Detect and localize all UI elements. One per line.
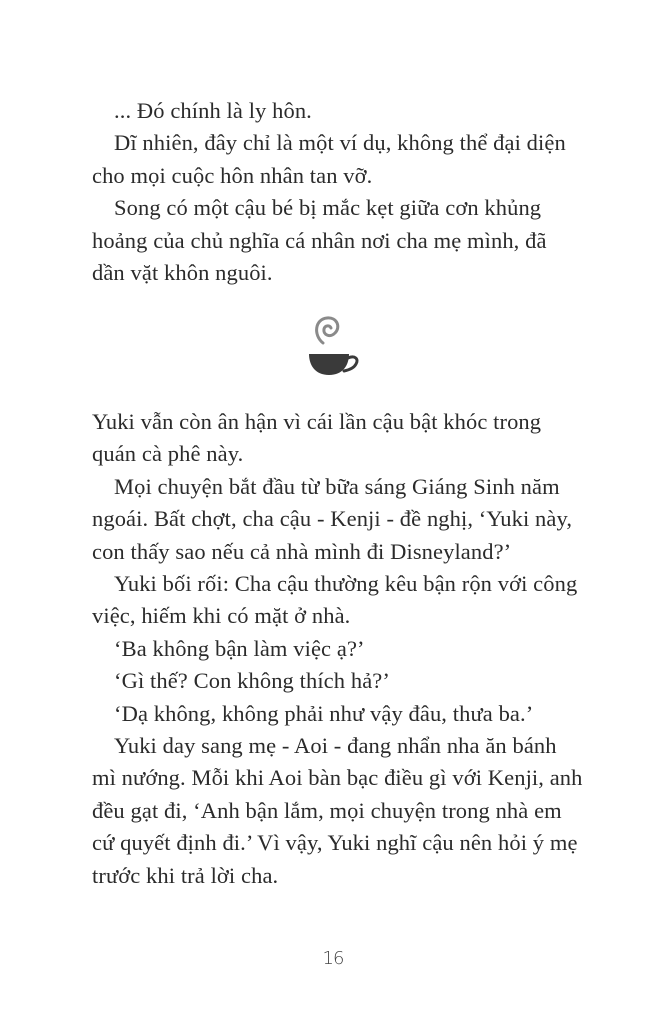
text-line: đều gạt đi, ‘Anh bận lắm, mọi chuyện trong nhà em <box>92 797 562 823</box>
text-line: ‘Ba không bận làm việc ạ?’ <box>114 635 365 661</box>
text-line: Mọi chuyện bắt đầu từ bữa sáng Giáng Sinh năm <box>114 473 560 499</box>
text-line: cho mọi cuộc hôn nhân tan vỡ. <box>92 162 373 188</box>
text-line: Yuki day sang mẹ - Aoi - đang nhẩn nha ăn bánh <box>114 733 557 759</box>
text-line: mì nướng. Mỗi khi Aoi bàn bạc điều gì với Kenji, anh <box>92 765 583 791</box>
text-section-before-break <box>92 95 584 289</box>
text-line: ... Đó chính là ly hôn. <box>114 98 312 123</box>
text-line: dần vặt khôn nguôi. <box>92 260 273 286</box>
text-line: ngoái. Bất chợt, cha cậu - Kenji - đề nghị, ‘Yuki này, <box>92 506 573 532</box>
text-line: cứ quyết định đi.’ Vì vậy, Yuki nghĩ cậu nên hỏi ý mẹ <box>92 830 578 856</box>
text-line: Yuki bối rối: Cha cậu thường kêu bận rộn với công <box>114 571 578 597</box>
text-line: trước khi trả lời cha. <box>92 862 279 888</box>
text-line: ‘Dạ không, không phải như vậy đâu, thưa ba.’ <box>114 700 534 726</box>
page-number: 16 <box>322 948 344 969</box>
text-line: hoảng của chủ nghĩa cá nhân nơi cha mẹ mình, đã <box>92 227 547 253</box>
text-line: Yuki vẫn còn ân hận vì cái lần cậu bật khóc trong <box>92 409 542 434</box>
text-line: Dĩ nhiên, đây chỉ là một ví dụ, không thể đại diện <box>114 130 566 156</box>
text-line: việc, hiếm khi có mặt ở nhà. <box>92 603 351 629</box>
text-line: con thấy sao nếu cả nhà mình đi Disneyland?’ <box>92 538 512 564</box>
text-line: quán cà phê này. <box>92 441 244 467</box>
text-line: ‘Gì thế? Con không thích hả?’ <box>114 668 390 694</box>
steaming-coffee-cup-icon <box>303 313 363 383</box>
text-line: Song có một cậu bé bị mắc kẹt giữa cơn khủng <box>114 195 542 221</box>
text-section-after-break <box>92 406 584 892</box>
